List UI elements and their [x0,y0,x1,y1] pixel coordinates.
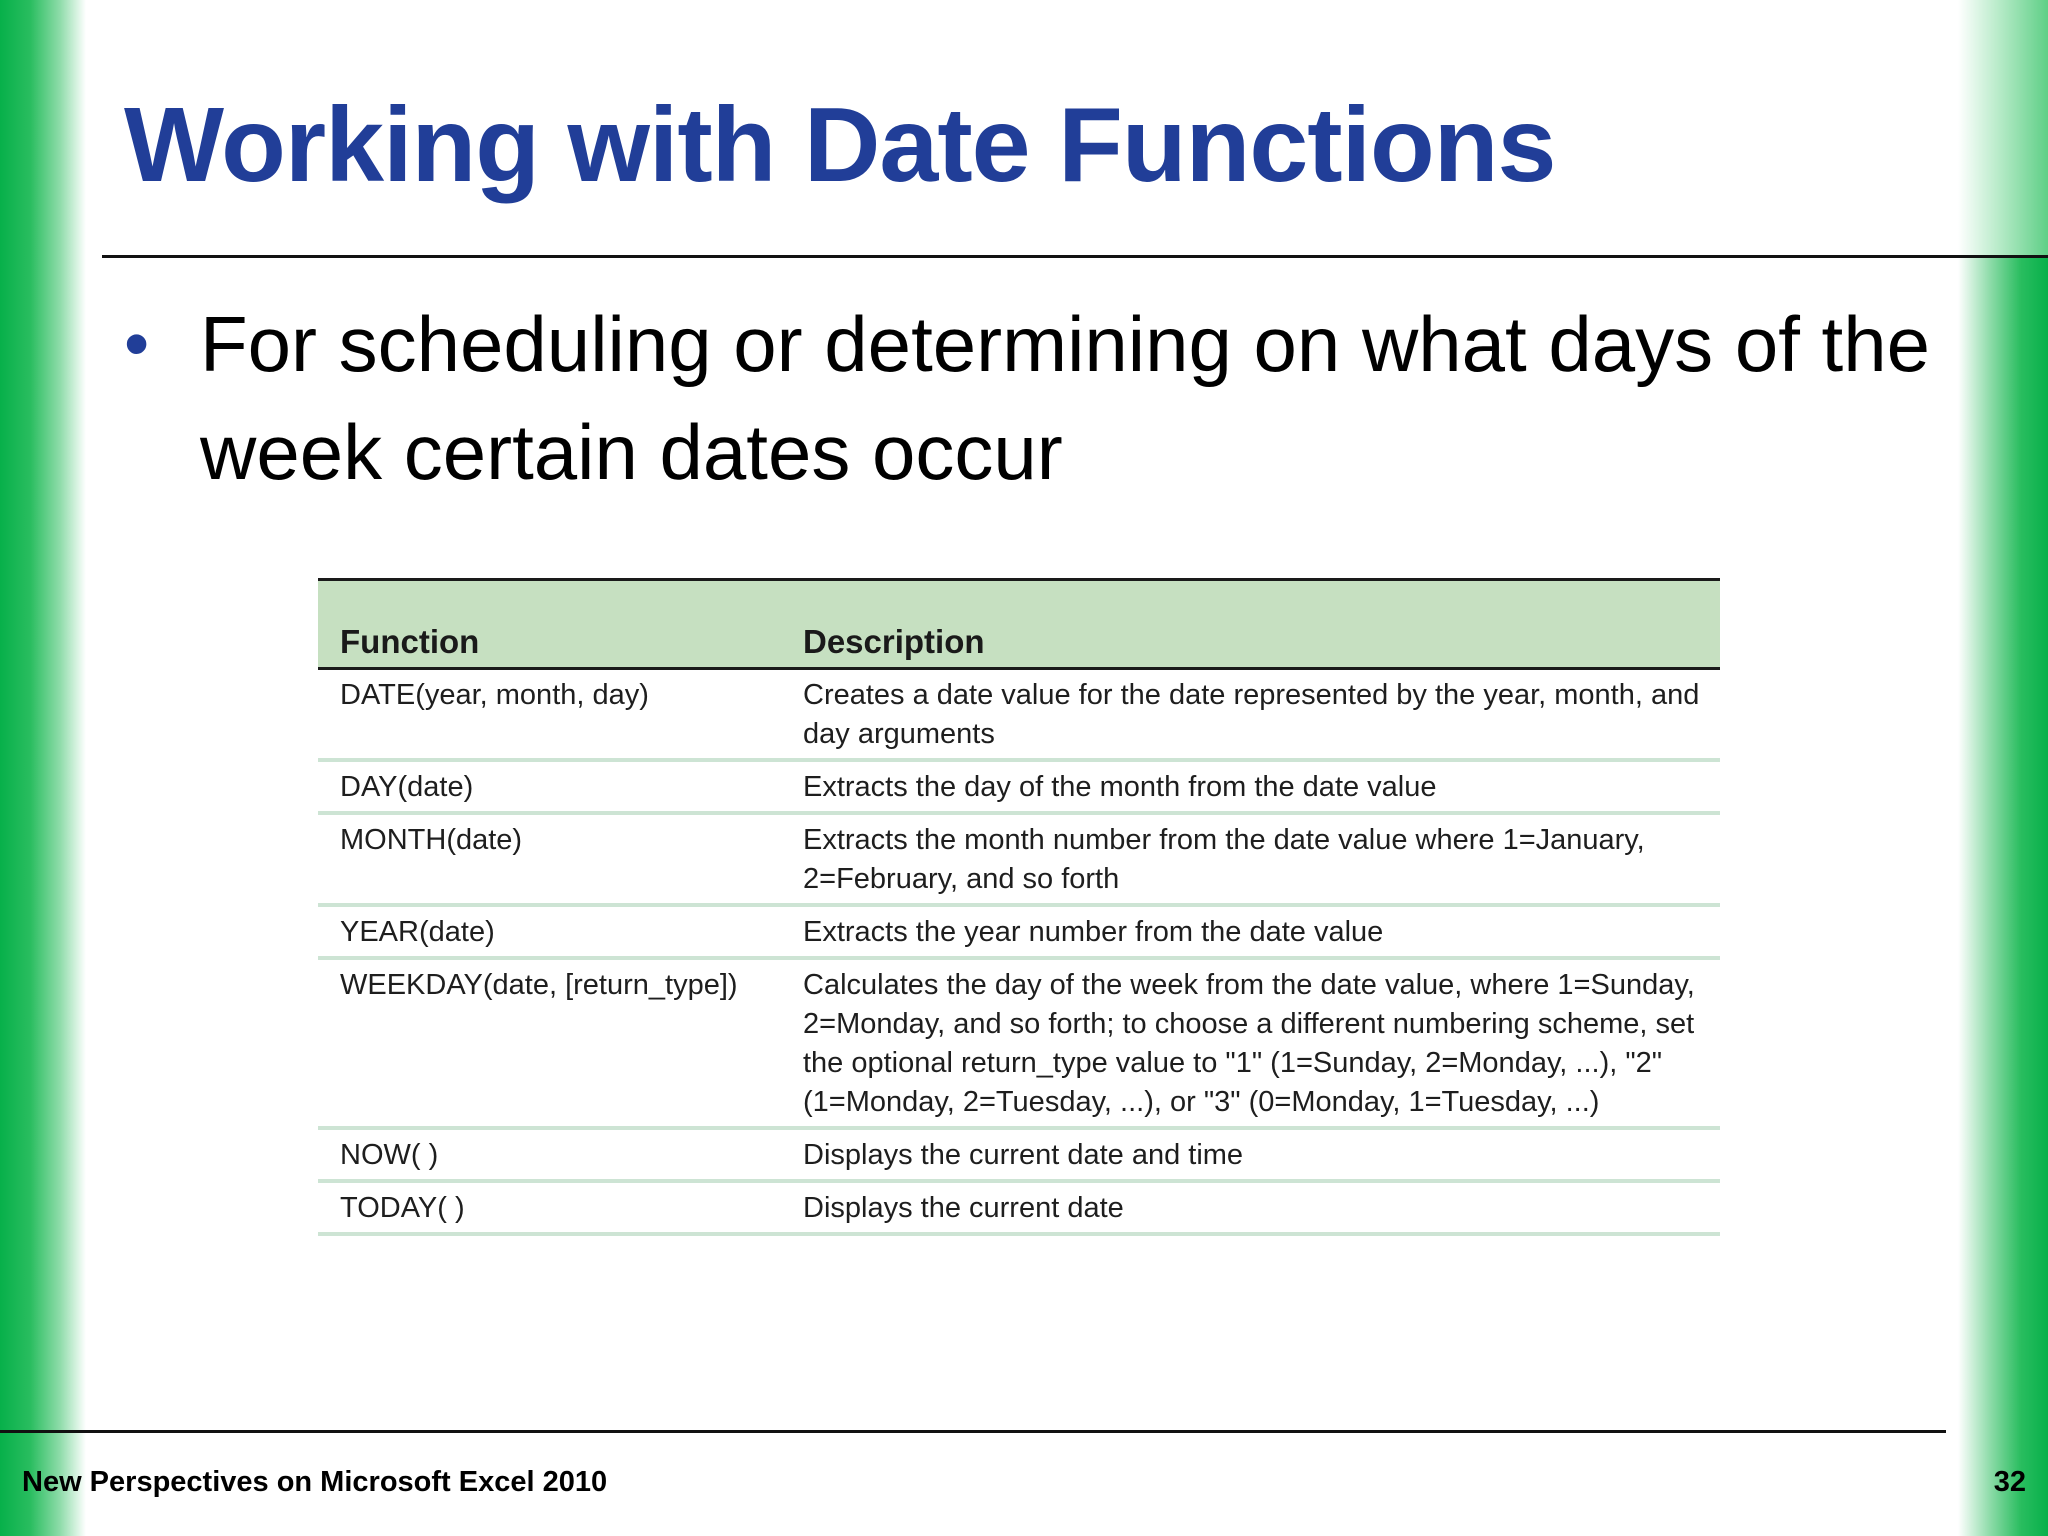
description-cell: Creates a date value for the date represented by the year, month, and day arguments [803,679,1700,750]
function-cell: DAY(date) [340,771,474,803]
function-cell: YEAR(date) [340,916,495,948]
table-row [318,762,1720,815]
function-cell: DATE(year, month, day) [340,679,649,711]
footer-divider [0,1430,1946,1433]
bullet-text: For scheduling or determining on what days of the week certain dates occur [200,300,1930,496]
description-cell: Extracts the year number from the date value [803,916,1384,948]
bullet-icon: • [124,304,150,384]
footer-course-title: New Perspectives on Microsoft Excel 2010 [22,1466,608,1498]
table-row [318,815,1720,907]
description-cell: Extracts the day of the month from the date value [803,771,1437,803]
function-cell: MONTH(date) [340,824,523,856]
function-cell: NOW( ) [340,1139,439,1171]
table-row [318,907,1720,960]
table-row [318,670,1720,762]
function-cell: TODAY( ) [340,1192,465,1224]
table-row [318,1183,1720,1236]
function-cell: WEEKDAY(date, [return_type]) [340,969,738,1001]
left-decorative-bar [0,0,86,1536]
table-header-row [318,578,1720,670]
title-divider [102,255,2048,258]
description-cell: Extracts the month number from the date value where 1=January, 2=February, and so forth [803,824,1645,895]
description-cell: Calculates the day of the week from the date value, where 1=Sunday, 2=Monday, and so forth; to choose a different numbering scheme, set the optional return_type value to "1" (1=Sunday, 2=Monday, ...), "2" (1=Monday, 2=Tuesday, ...), or "3" (0=Monday, 1=Tuesday, ...) [803,969,1695,1118]
header-function: Function [340,623,480,660]
header-description: Description [803,623,985,660]
right-bar-top-fade [1958,0,2048,258]
page-number: 32 [1993,1466,2026,1498]
slide-title: Working with Date Functions [124,86,1556,204]
date-functions-table [318,578,1720,1236]
description-cell: Displays the current date [803,1192,1124,1224]
description-cell: Displays the current date and time [803,1139,1244,1171]
table-row [318,960,1720,1130]
table-row [318,1130,1720,1183]
